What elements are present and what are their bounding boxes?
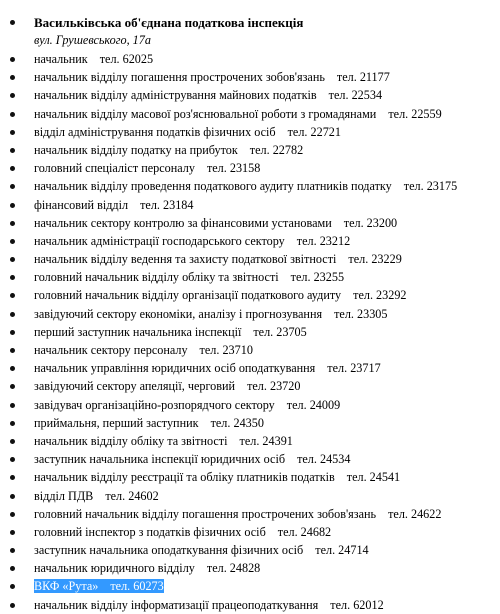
bullet-icon [10,384,15,389]
bullet-icon [10,403,15,408]
entry-phone: тел. 22721 [287,124,341,139]
directory-entry [0,196,500,214]
entry-phone: тел. 23175 [403,179,458,194]
bullet-icon [10,439,15,444]
directory-entry [0,86,500,104]
bullet-icon [10,530,15,535]
entry-label: відділ адміністрування податків фізичних осіб [34,124,276,139]
entry-phone: тел. 23705 [253,324,307,339]
bullet-icon [10,203,15,208]
entry-text[interactable] [34,198,194,212]
entry-label: головний начальник відділу погашення прострочених зобов'язань [34,506,377,521]
entry-text[interactable] [34,307,387,321]
bullet-icon [10,421,15,426]
entry-text[interactable] [34,470,400,484]
entry-label: головний спеціаліст персоналу [34,161,195,176]
entry-text[interactable] [34,179,457,193]
directory-entry [0,177,500,195]
entry-text[interactable] [34,216,397,230]
directory-entry [0,250,500,268]
bullet-icon [10,239,15,244]
entry-label: начальник відділу адміністрування майнових податків [34,88,317,103]
entry-text[interactable] [34,161,260,175]
bullet-icon [10,603,15,608]
entry-phone: тел. 23212 [296,233,351,248]
bullet-icon [10,293,15,298]
entry-phone: тел. 24534 [297,452,351,467]
directory-entry [0,323,500,341]
entry-label: ВКФ «Рута» [34,579,99,594]
entry-text[interactable] [34,489,159,503]
entry-phone: тел. 24714 [315,543,369,558]
entry-label: начальник відділу погашення прострочених зобов'язань [34,70,325,85]
bullet-icon [10,166,15,171]
entry-phone: тел. 23305 [334,306,388,321]
entry-label: відділ ПДВ [34,488,94,503]
directory-entry [0,159,500,177]
bullet-icon [10,494,15,499]
bullet-icon [10,366,15,371]
directory-entry [0,68,500,86]
directory-entry [0,232,500,250]
selected-entry-text[interactable] [34,579,164,593]
directory-entry [0,541,500,559]
entry-text[interactable] [34,88,382,102]
entry-text[interactable] [34,125,341,139]
entry-text[interactable] [34,52,153,66]
entry-text[interactable] [34,234,350,248]
entry-label: завідуючий сектору економіки, аналізу і прогнозування [34,306,323,321]
bullet-icon [10,312,15,317]
directory-entry [0,577,500,595]
entry-label: начальник відділу обліку та звітності [34,433,228,448]
entry-phone: тел. 22534 [328,88,383,103]
entry-text[interactable] [34,288,407,302]
entry-text[interactable] [34,398,340,412]
bullet-icon [10,20,15,25]
directory-entry [0,341,500,359]
entry-phone: тел. 60273 [110,579,164,594]
entry-text[interactable] [34,525,331,539]
directory-entry [0,50,500,68]
entry-phone: тел. 23229 [348,252,402,267]
entry-label: начальник управління юридичних осіб оподаткування [34,361,316,376]
bullet-icon [10,75,15,80]
directory-entry [0,505,500,523]
directory-entry [0,432,500,450]
directory-entry [0,214,500,232]
bullet-icon [10,112,15,117]
bullet-icon [10,148,15,153]
entry-text[interactable] [34,452,350,466]
bullet-icon [10,512,15,517]
entry-phone: тел. 23710 [199,343,253,357]
directory-entry [0,359,500,377]
entry-label: перший заступник начальника інспекції [34,324,242,339]
entry-text[interactable] [34,325,307,339]
bullet-icon [10,57,15,62]
entry-text[interactable] [34,543,369,557]
entry-phone: тел. 24350 [210,415,264,430]
entry-label: заступник начальника інспекції юридичних осіб [34,452,286,467]
office-address: вул. Грушевського, 17а [34,33,151,47]
office-title[interactable]: Васильківська об'єднана податкова інспекція [34,15,304,30]
entry-phone: тел. 22559 [388,106,442,121]
entry-text[interactable] [34,416,264,430]
bullet-icon [10,348,15,353]
directory-entry [0,468,500,486]
directory-entry [0,487,500,505]
entry-phone: тел. 24391 [239,433,293,448]
entry-label: приймальня, перший заступник [34,415,199,430]
entry-phone: тел. 21177 [336,70,390,85]
directory-entry [0,559,500,577]
entry-phone: тел. 24602 [105,488,159,503]
directory-entry [0,596,500,614]
bullet-icon [10,566,15,571]
entry-label: начальник адміністрації господарського сектору [34,233,285,248]
entry-phone: тел. 23200 [343,215,398,230]
entry-phone: тел. 24682 [277,524,332,539]
directory-entry [0,141,500,159]
directory-entry [0,268,500,286]
entry-text[interactable] [34,252,402,266]
office-header [0,13,500,32]
entry-label: начальник відділу інформатизації працеоподаткування [34,597,319,612]
entry-label: головний інспектор з податків фізичних осіб [34,524,266,539]
entry-phone: тел. 24828 [206,561,261,576]
directory-entry [0,396,500,414]
entry-phone: тел. 62025 [99,52,154,66]
bullet-icon [10,457,15,462]
entry-text[interactable] [34,70,390,84]
entry-text[interactable] [34,343,253,357]
entry-phone: тел. 23158 [206,161,261,176]
directory-entry [0,123,500,141]
bullet-icon [10,130,15,135]
directory-entry [0,523,500,541]
directory-entry [0,377,500,395]
bullet-icon [10,93,15,98]
entry-label: заступник начальника оподаткування фізичних осіб [34,543,304,558]
entry-phone: тел. 62012 [330,597,384,612]
entry-label: начальник відділу проведення податкового аудиту платників податку [34,179,392,194]
bullet-icon [10,257,15,262]
bullet-icon [10,548,15,553]
office-address-row [0,32,500,50]
entry-label: начальник [34,52,88,66]
entry-text[interactable] [34,561,260,575]
entry-text[interactable] [34,143,303,157]
bullet-icon [10,475,15,480]
bullet-icon [10,584,15,589]
entry-text[interactable] [34,270,344,284]
entry-text[interactable] [34,434,293,448]
bullet-icon [10,330,15,335]
entry-phone: тел. 24541 [346,470,401,485]
directory-entry [0,305,500,323]
entry-label: головний начальник відділу обліку та звітності [34,270,279,285]
entry-label: завідуючий сектору апеляції, черговий [34,379,236,394]
entry-phone: тел. 24622 [388,506,442,521]
bullet-icon [10,275,15,280]
entry-label: головний начальник відділу організації податкового аудиту [34,288,342,303]
directory-entry [0,286,500,304]
directory-entry [0,105,500,123]
bullet-icon [10,221,15,226]
entry-phone: тел. 23255 [290,270,345,285]
entry-text[interactable] [34,107,442,121]
entry-label: начальник відділу масової роз'яснювальної роботи з громадянами [34,106,377,121]
entry-phone: тел. 23184 [140,197,194,212]
entry-text[interactable] [34,598,384,612]
entry-text[interactable] [34,379,300,393]
entry-label: начальник юридичного відділу [34,561,195,576]
entry-phone: тел. 23720 [247,379,301,394]
entry-label: начальник відділу ведення та захисту податкової звітності [34,252,337,267]
entry-phone: тел. 23292 [353,288,407,303]
entry-label: начальник відділу податку на прибуток [34,142,238,157]
entry-label: начальник сектору персоналу [34,343,188,357]
entry-label: начальник сектору контролю за фінансовими установами [34,215,332,230]
entry-phone: тел. 23717 [327,361,381,376]
bullet-icon [10,184,15,189]
entry-text[interactable] [34,507,441,521]
directory-entry [0,414,500,432]
directory-entry [0,450,500,468]
entry-label: фінансовий відділ [34,197,129,212]
entry-text[interactable] [34,361,381,375]
entry-label: начальник відділу реєстрації та обліку платників податків [34,470,335,485]
entry-phone: тел. 24009 [286,397,341,412]
entry-phone: тел. 22782 [249,142,304,157]
entry-label: завідувач організаційно-розпорядчого сектору [34,397,275,412]
